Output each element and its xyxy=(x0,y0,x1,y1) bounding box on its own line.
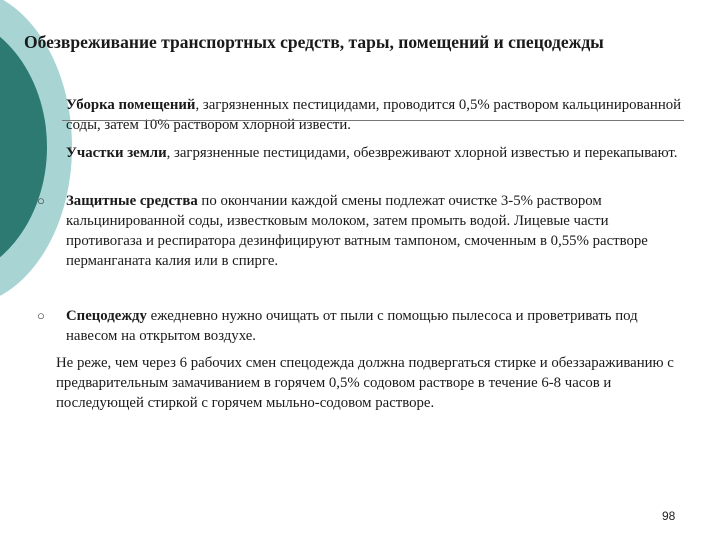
list-item-cleaning xyxy=(66,95,686,135)
note-paragraph: Не реже, чем через 6 рабочих смен спецодежда должна подвергаться стирке и обеззараживанию с предварительным замачиванием в горячем 0,5% содовом растворе в течение 6-8 часов и последующей стиркой с горячем мыльно-содовом растворе. xyxy=(56,355,674,411)
bullet-circle-icon: ○ xyxy=(37,308,45,323)
list-item-workwear xyxy=(66,306,686,346)
page-number: 98 xyxy=(662,509,676,523)
item-heading: Участки земли xyxy=(66,145,167,161)
item-heading: Спецодежду xyxy=(66,308,147,324)
item-heading: Уборка помещений xyxy=(66,97,196,113)
item-text: , загрязненные пестицидами, обезвреживают хлорной известью и перекапывают. xyxy=(166,145,678,161)
item-heading: Защитные средства xyxy=(66,193,198,209)
list-item-land xyxy=(66,143,686,163)
slide-title: Обезвреживание транспортных средств, тары, помещений и спецодежды xyxy=(24,32,604,52)
item-text: , загрязненных пестицидами, проводится 0,5% раствором кальцинированной соды, затем 10% раствором хлорной извести. xyxy=(66,97,682,133)
bullet-circle-icon: ○ xyxy=(37,193,45,208)
item-text: по окончании каждой смены подлежат очистке 3-5% раствором кальцинированной соды, известковым молоком, затем промыть водой. Лицевые части противогаза и респиратора дезинфицируют ватным тампоном, смоченным в 0,55% растворе перманганата калия или в спирге. xyxy=(66,193,648,269)
divider-line xyxy=(62,120,684,121)
item-text: ежедневно нужно очищать от пыли с помощью пылесоса и проветривать под навесом на открытом воздухе. xyxy=(66,308,638,344)
list-item-protective xyxy=(66,191,686,271)
